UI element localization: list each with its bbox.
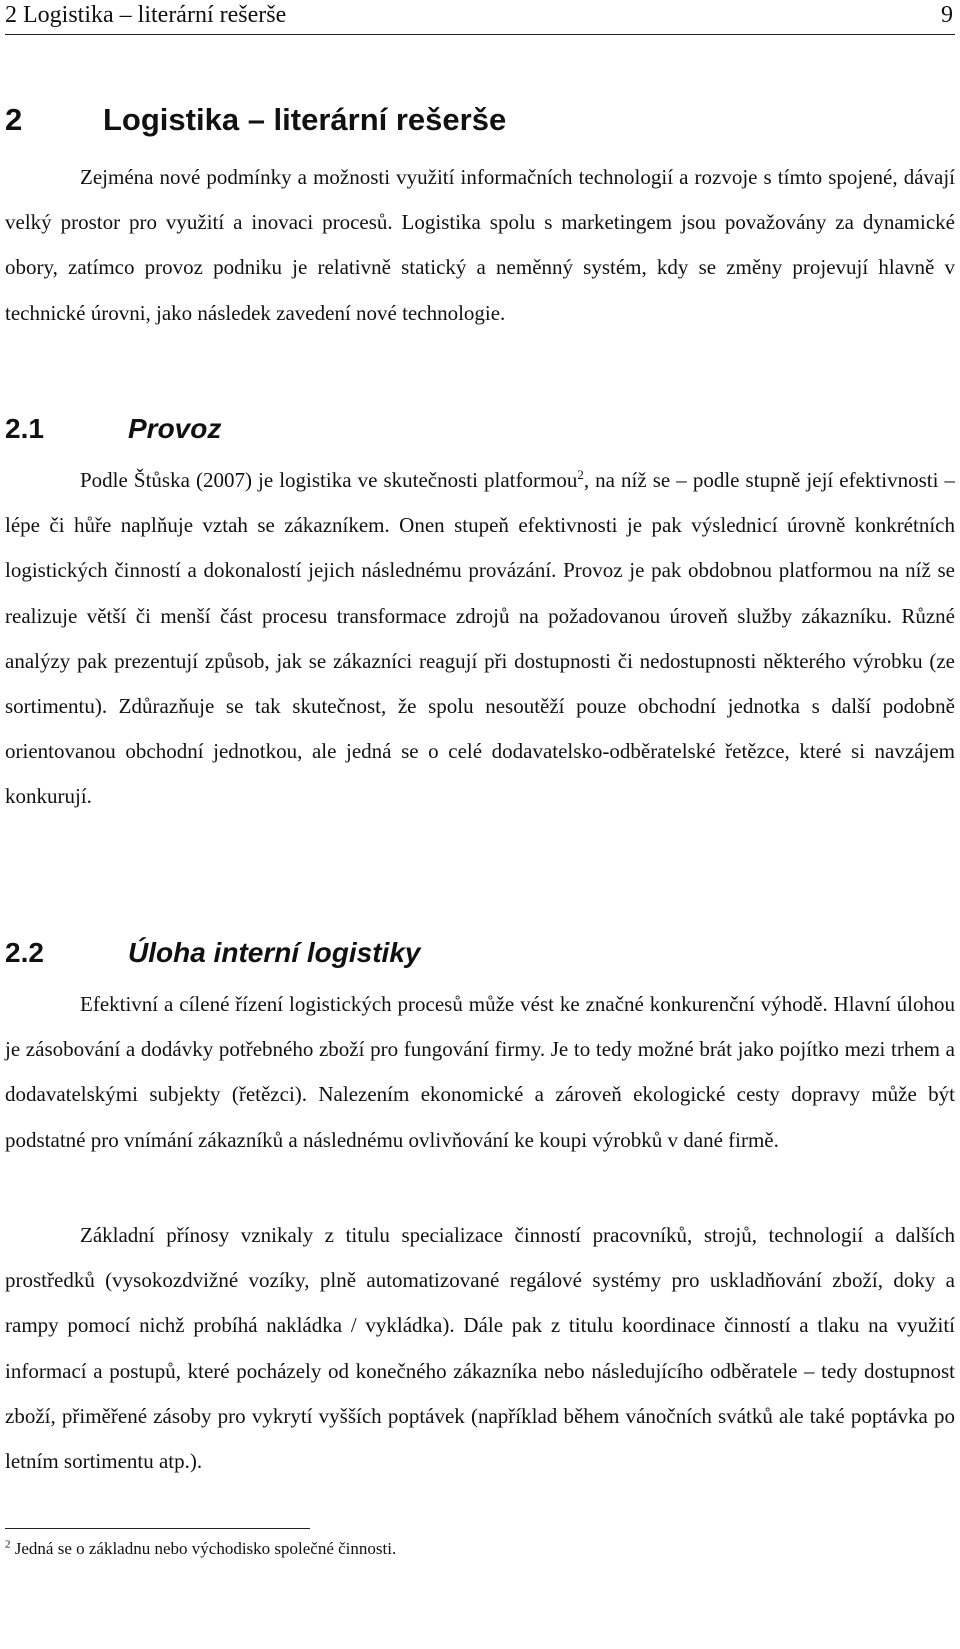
chapter-heading — [5, 100, 506, 140]
provoz-text-start: Podle Štůska (2007) je logistika ve skutečnosti platformou — [80, 468, 578, 492]
footnote — [5, 1537, 945, 1561]
section-number: 2.2 — [5, 937, 44, 968]
interni-logistika-paragraph-1: Efektivní a cílené řízení logistických procesů může vést ke značné konkurenční výhodě. Hlavní úlohou je zásobování a dodávky potřebného zboží pro fungování firmy. Je to tedy možné brát jako pojítko mezi trhem a dodavatelskými subjekty (řetězci). Nalezením ekonomické a zároveň ekologické cesty dopravy může být podstatné pro vnímání zákazníků a následnému ovlivňování ke koupi výrobků v dané firmě. — [5, 992, 955, 1152]
chapter-title: Logistika – literární rešerše — [103, 102, 507, 137]
section-heading-interni-logistika — [5, 935, 420, 971]
provoz-text-rest: , na níž se – podle stupně její efektivnosti – lépe či hůře naplňuje vztah se zákazníkem. Onen stupeň efektivnosti je pak výslednicí úrovně konkrétních logistických činností a dokonalostí jejich následnému provázání. Provoz je pak obdobnou platformou na níž se realizuje větší či menší část procesu transformace zdrojů na požadovanou úroveň služby zákazníku. Různé analýzy pak prezentují způsob, jak se zákazníci reagují při dostupnosti či nedostupnosti některého výrobku (ze sortimentu). Zdůrazňuje se tak skutečnost, že spolu nesoutěží pouze obchodní jednotka s další podobně orientovanou obchodní jednotkou, ale jedná se o celé dodavatelsko-odběratelské řetězce, které si navzájem konkurují. — [5, 468, 956, 809]
running-header-title: 2 Logistika – literární rešerše — [5, 2, 287, 28]
chapter-intro-paragraph: Zejména nové podmínky a možnosti využití informačních technologií a rozvoje s tímto spojené, dávají velký prostor pro využití a inovaci procesů. Logistika spolu s marketingem jsou považovány za dynamické obory, zatímco provoz podniku je relativně statický a neměnný systém, kdy se změny projevují hlavně v technické úrovni, jako následek zavedení nové technologie. — [5, 165, 955, 325]
interni-logistika-paragraph-2: Základní přínosy vznikaly z titulu specializace činností pracovníků, strojů, technologií a dalších prostředků (vysokozdvižné vozíky, plně automatizované regálové systémy pro uskladňování zboží, doky a rampy pomocí nichž probíhá nakládka / vykládka). Dále pak z titulu koordinace činností a tlaku na využití informací a postupů, které pocházely od konečného zákazníka nebo následujícího odběratele – tedy dostupnost zboží, přiměřené zásoby pro vykrytí vyšších poptávek (například během vánočních svátků ale také poptávka po letním sortimentu atp.). — [5, 1223, 955, 1474]
chapter-number: 2 — [5, 102, 23, 137]
footnote-reference[interactable]: 2 — [577, 467, 584, 482]
running-header — [5, 0, 955, 35]
footnote-separator — [5, 1528, 310, 1529]
provoz-paragraph — [5, 458, 955, 820]
footnote-marker: 2 — [5, 1538, 11, 1551]
section-title: Provoz — [128, 413, 222, 444]
section-title: Úloha interní logistiky — [128, 937, 421, 968]
page-number: 9 — [941, 2, 953, 28]
footnote-text: Jedná se o základnu nebo východisko společné činnosti. — [10, 1539, 397, 1558]
section-heading-provoz — [5, 411, 221, 447]
section-number: 2.1 — [5, 413, 44, 444]
